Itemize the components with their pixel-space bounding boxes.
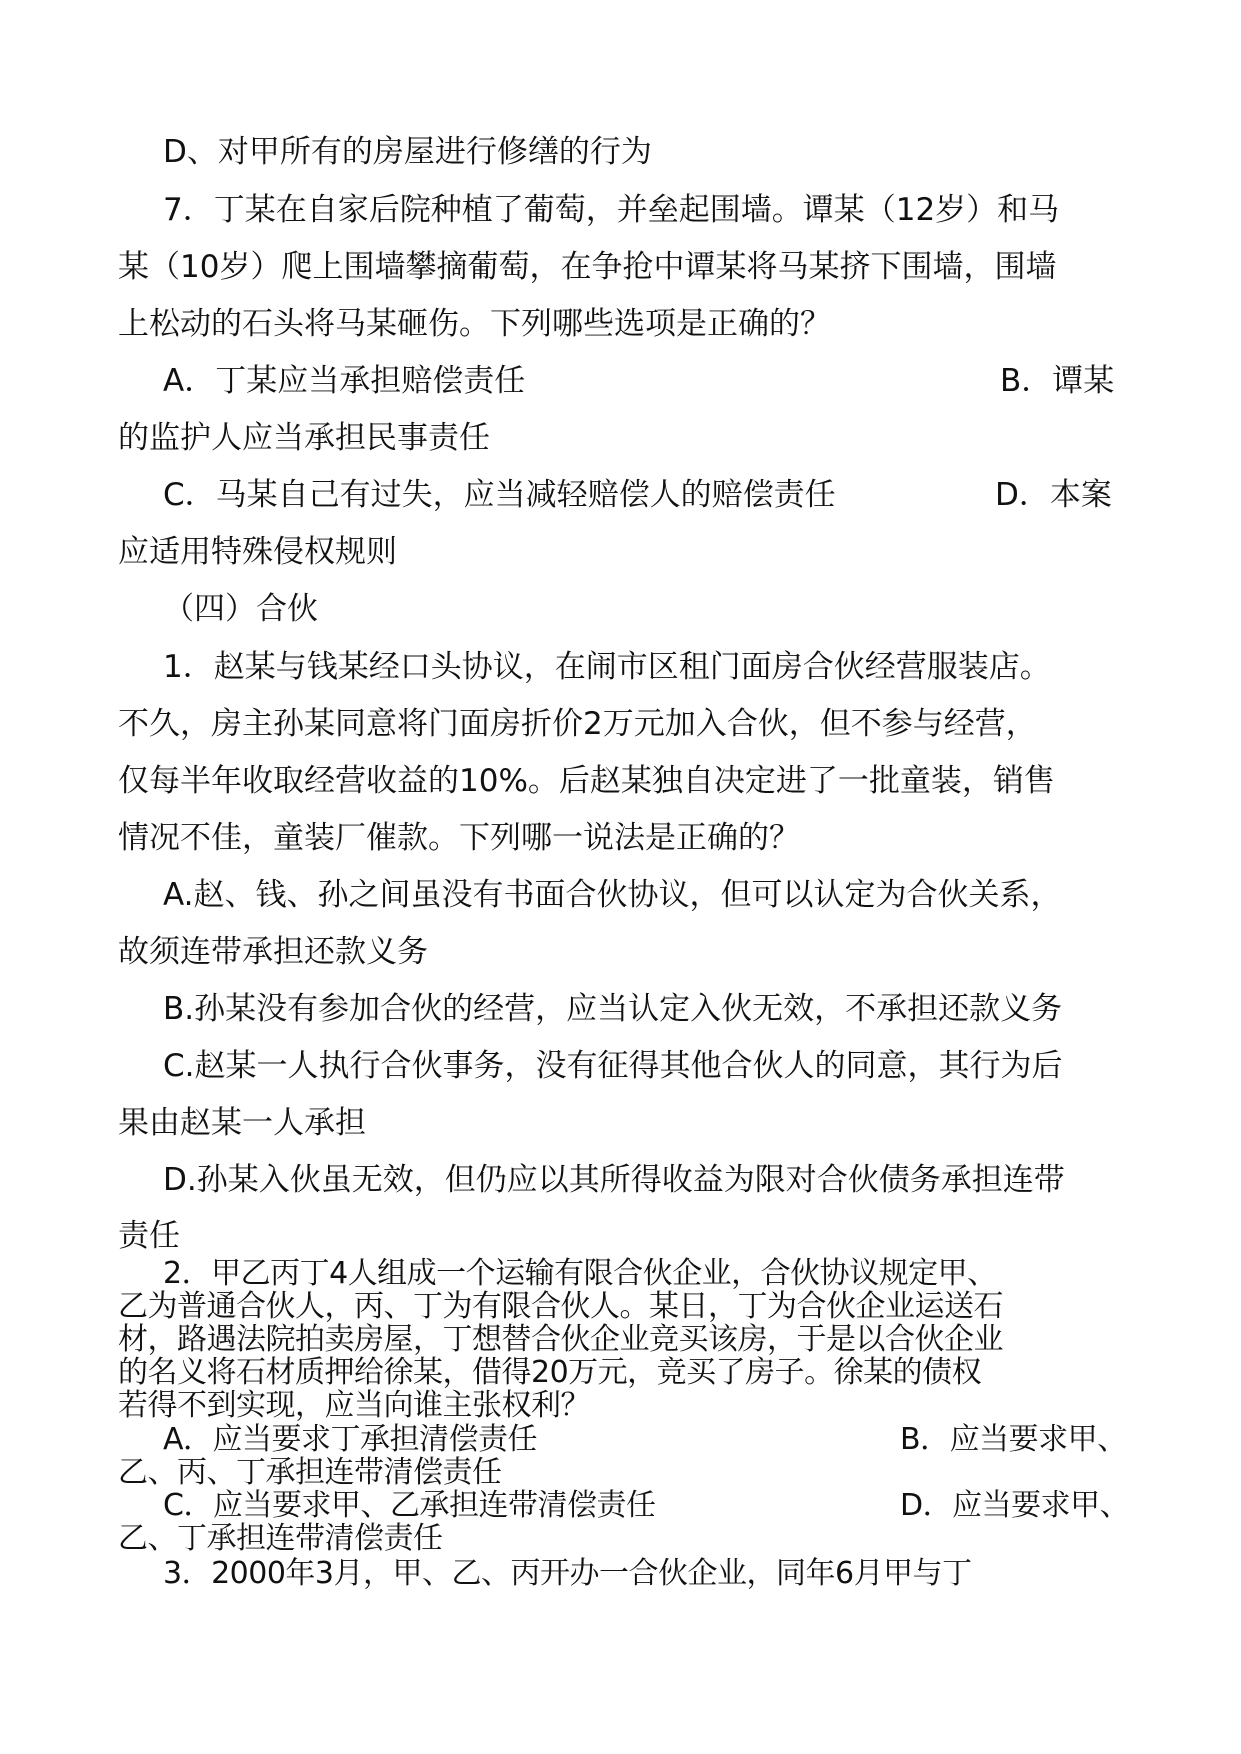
text-line: 乙为普通合伙人，丙、丁为有限合伙人。某日，丁为合伙企业运送石 [118,1289,1003,1324]
text-line: B．谭某 [1000,363,1115,399]
text-line: A.赵、钱、孙之间虽没有书面合伙协议，但可以认定为合伙关系， [163,877,1062,913]
text-line: B.孙某没有参加合伙的经营，应当认定入伙无效，不承担还款义务 [163,991,1063,1027]
text-line: 果由赵某一人承担 [118,1105,366,1141]
text-line: 的名义将石材质押给徐某，借得20万元，竞买了房子。徐某的债权 [118,1355,982,1390]
text-line: 的监护人应当承担民事责任 [118,420,490,456]
text-line: D.孙某入伙虽无效，但仍应以其所得收益为限对合伙债务承担连带 [163,1162,1065,1198]
text-line: A．应当要求丁承担清偿责任 [163,1422,538,1457]
text-line: 应适用特殊侵权规则 [118,534,397,570]
text-line: C.赵某一人执行合伙事务，没有征得其他合伙人的同意，其行为后 [163,1048,1063,1084]
text-line: D、对甲所有的房屋进行修缮的行为 [163,134,652,170]
text-line: 情况不佳，童装厂催款。下列哪一说法是正确的？ [118,820,800,856]
text-line: 若得不到实现，应当向谁主张权利？ [118,1388,590,1423]
text-line: D．应当要求甲、 [900,1488,1130,1523]
text-line: 7．丁某在自家后院种植了葡萄，并垒起围墙。谭某（12岁）和马 [163,192,1060,228]
text-line: C．马某自己有过失，应当减轻赔偿人的赔偿责任 [163,477,836,513]
text-line: 乙、丙、丁承担连带清偿责任 [118,1455,502,1490]
text-line: 3．2000年3月，甲、乙、丙开办一合伙企业，同年6月甲与丁 [163,1556,972,1591]
text-line: 不久，房主孙某同意将门面房折价2万元加入合伙，但不参与经营， [118,706,1037,742]
text-line: 1．赵某与钱某经口头协议，在闹市区租门面房合伙经营服装店。 [163,649,1051,685]
text-line: 材，路遇法院拍卖房屋，丁想替合伙企业竞买该房，于是以合伙企业 [118,1322,1003,1357]
text-line: D．本案 [995,477,1112,513]
text-line: 2．甲乙丙丁4人组成一个运输有限合伙企业，合伙协议规定甲、 [163,1256,997,1291]
text-line: 某（10岁）爬上围墙攀摘葡萄，在争抢中谭某将马某挤下围墙，围墙 [118,249,1057,285]
text-line: 仅每半年收取经营收益的10%。后赵某独自决定进了一批童装，销售 [118,763,1055,799]
text-line: A．丁某应当承担赔偿责任 [163,363,526,399]
text-line: 上松动的石头将马某砸伤。下列哪些选项是正确的？ [118,306,831,342]
text-line: 故须连带承担还款义务 [118,934,428,970]
text-line: 乙、丁承担连带清偿责任 [118,1521,443,1556]
section-heading: （四）合伙 [163,591,318,627]
text-line: 责任 [118,1218,180,1254]
text-line: B．应当要求甲、 [900,1422,1127,1457]
text-line: C．应当要求甲、乙承担连带清偿责任 [163,1488,656,1523]
